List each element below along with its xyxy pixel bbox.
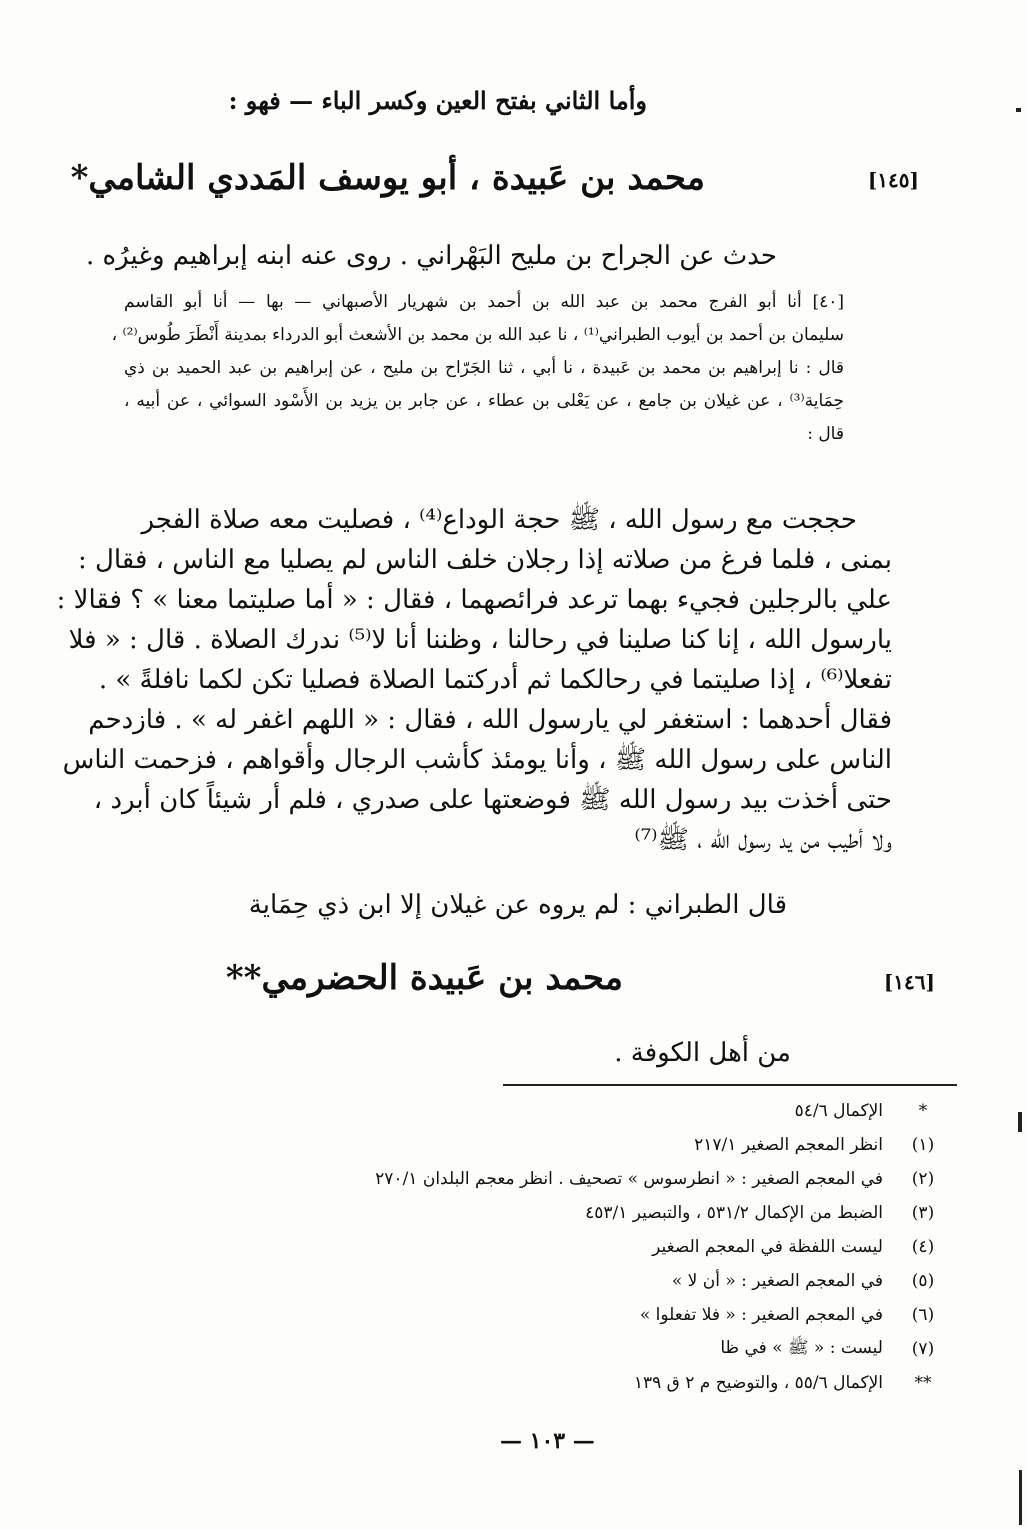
footnote-mark: (١) bbox=[911, 1135, 935, 1155]
footnote-divider bbox=[503, 1084, 957, 1086]
footnote-text: الإكمال ٥٤/٦ bbox=[794, 1101, 883, 1121]
footnote bbox=[329, 1094, 949, 1128]
footnote-text: الضبط من الإكمال ٥٣١/٢ ، والتبصير ٤٥٣/١ bbox=[585, 1203, 883, 1223]
hadith-line: ولا أطيب من يد رسول الله ، ﷺ⁽⁷⁾ bbox=[634, 825, 892, 855]
hadith-line: حججت مع رسول الله ، ﷺ حجة الوداع⁽⁴⁾ ، فصليت معه صلاة الفجر bbox=[141, 505, 857, 535]
entry-bio: من أهل الكوفة . bbox=[614, 1038, 791, 1068]
hadith-text bbox=[56, 500, 892, 860]
footnote bbox=[329, 1128, 949, 1162]
footnote bbox=[329, 1230, 949, 1264]
footnotes bbox=[329, 1094, 949, 1400]
footnote-mark: (٧) bbox=[911, 1339, 935, 1359]
footnote-mark: ** bbox=[914, 1373, 932, 1393]
entry-bio: حدث عن الجراح بن مليح البَهْراني . روى عنه ابنه إبراهيم وغيرُه . bbox=[86, 241, 777, 271]
hadith-line: فقال أحدهما : استغفر لي يارسول الله ، فقال : « اللهم اغفر له » . فازدحم bbox=[88, 705, 892, 735]
hadith-line: علي بالرجلين فجيء بهما ترعد فرائصهما ، فقال : « أما صليتما معنا » ؟ فقالا : bbox=[56, 585, 892, 615]
scan-mark bbox=[1016, 108, 1021, 112]
isnad-line: حِمَاية⁽³⁾ ، عن غيلان بن جامع ، عن يَعْلى بن عطاء ، عن جابر بن يزيد بن الأَسْود السوائي ، عن أبيه ، bbox=[124, 391, 844, 411]
footnote-mark: (٥) bbox=[911, 1271, 935, 1291]
hadith-line: يارسول الله ، إنا كنا صلينا في رحالنا ، وظننا أنا لا⁽⁵⁾ ندرك الصلاة . قال : « فلا bbox=[68, 625, 892, 655]
footnote-mark: (٤) bbox=[911, 1237, 935, 1257]
hadith-line: تفعلا⁽⁶⁾ ، إذا صليتما في رحالكما ثم أدركتما الصلاة فصليا تكن لكما نافلةً » . bbox=[98, 665, 892, 695]
isnad-line: قال : bbox=[807, 424, 844, 444]
footnote-text: ليست اللفظة في المعجم الصغير bbox=[652, 1237, 883, 1257]
tabarani-note: قال الطبراني : لم يروه عن غيلان إلا ابن ذي حِمَاية bbox=[248, 890, 787, 920]
entry-title: محمد بن عَبيدة الحضرمي** bbox=[225, 958, 623, 998]
entry-title: محمد بن عَبيدة ، أبو يوسف المَددي الشامي* bbox=[70, 158, 705, 198]
scan-mark bbox=[1018, 1112, 1022, 1132]
isnad-line: سليمان بن أحمد بن أيوب الطبراني⁽¹⁾ ، نا عبد الله بن محمد بن الأشعث أبو الدرداء بمدينة أَنْطَرَ طُوس⁽²⁾ ، bbox=[111, 325, 844, 345]
footnote-text: في المعجم الصغير : « انطرسوس » تصحيف . انظر معجم البلدان ٢٧٠/١ bbox=[375, 1169, 883, 1189]
hadith-line: الناس على رسول الله ﷺ ، وأنا يومئذ كأشب الرجال وأقواهم ، فزحمت الناس bbox=[62, 745, 892, 775]
footnote bbox=[329, 1264, 949, 1298]
isnad-block bbox=[111, 286, 844, 451]
footnote-text: الإكمال ٥٥/٦ ، والتوضيح م ٢ ق ١٣٩ bbox=[633, 1373, 883, 1393]
footnote-text: ليست : « ﷺ » في ظا bbox=[720, 1337, 883, 1358]
scan-mark bbox=[1019, 1470, 1022, 1525]
isnad-line: قال : نا إبراهيم بن محمد بن عَبيدة ، نا أبي ، ثنا الجَرّاح بن مليح ، عن إبراهيم بن عبد الحميد بن ذي bbox=[124, 358, 844, 378]
entry-number: [١٤٦] bbox=[883, 970, 935, 994]
footnote-mark: (٢) bbox=[911, 1169, 935, 1189]
footnote bbox=[329, 1366, 949, 1400]
footnote bbox=[329, 1162, 949, 1196]
footnote-mark: * bbox=[918, 1101, 928, 1121]
footnote bbox=[329, 1298, 949, 1332]
page-number: — ١٠٣ — bbox=[500, 1428, 595, 1454]
footnote-text: انظر المعجم الصغير ٢١٧/١ bbox=[694, 1135, 883, 1155]
section-intro: وأما الثاني بفتح العين وكسر الباء — فهو : bbox=[228, 86, 647, 115]
entry-number: [١٤٥] bbox=[867, 168, 919, 192]
footnote bbox=[329, 1196, 949, 1230]
footnote bbox=[329, 1332, 949, 1366]
hadith-line: حتى أخذت بيد رسول الله ﷺ فوضعتها على صدري ، فلم أر شيئاً كان أبرد ، bbox=[93, 785, 892, 815]
hadith-line: بمنى ، فلما فرغ من صلاته إذا رجلان خلف الناس لم يصليا مع الناس ، فقال : bbox=[77, 545, 892, 575]
isnad-line: [٤٠] أنا أبو الفرج محمد بن عبد الله بن أحمد بن شهريار الأصبهاني — بها — أنا أبو القاسم bbox=[124, 292, 844, 312]
footnote-mark: (٦) bbox=[911, 1305, 935, 1325]
footnote-text: في المعجم الصغير : « أن لا » bbox=[671, 1271, 883, 1291]
footnote-mark: (٣) bbox=[911, 1203, 935, 1223]
footnote-text: في المعجم الصغير : « فلا تفعلوا » bbox=[639, 1305, 883, 1325]
